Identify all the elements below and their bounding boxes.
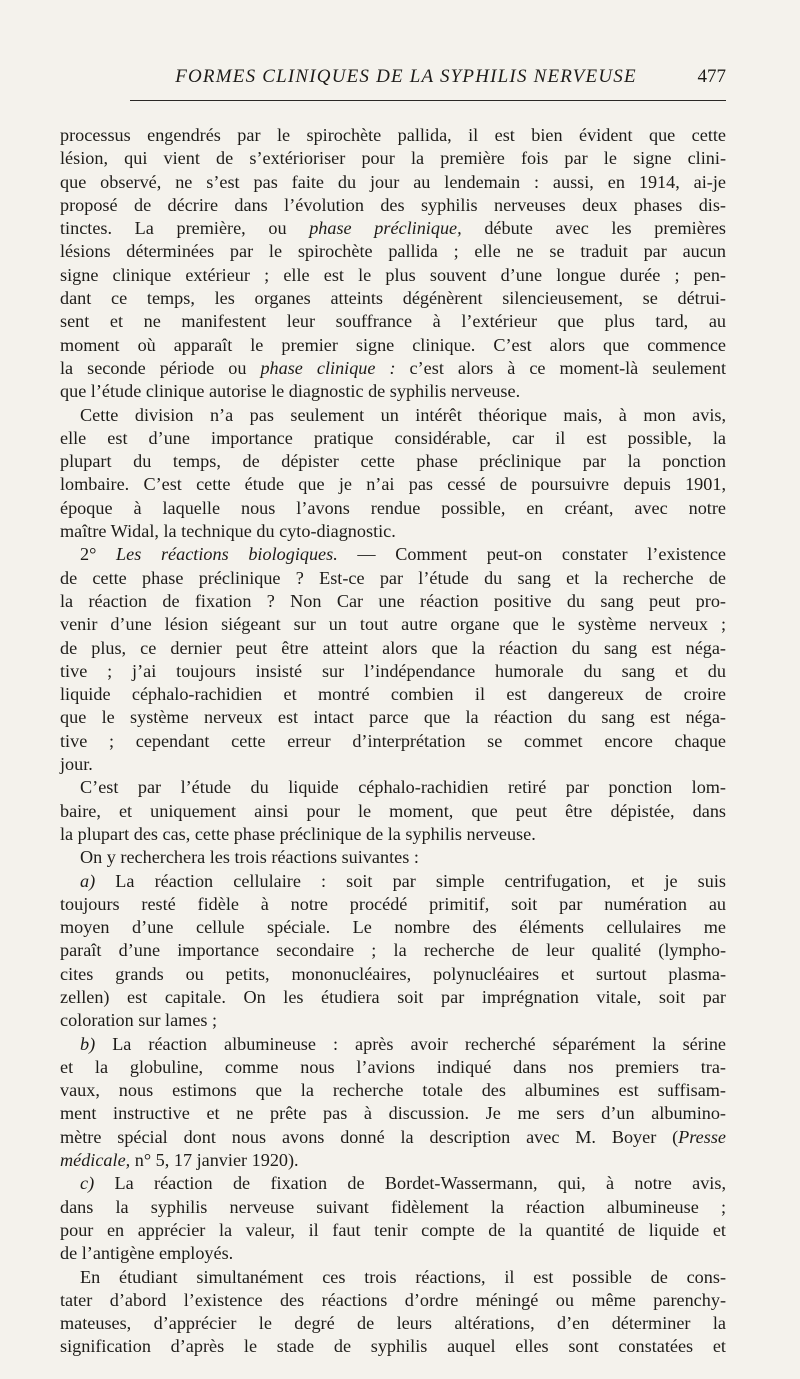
- text-span: La réaction cellulaire : soit par simple centrifugation, et je suis: [95, 870, 726, 891]
- text-line: époque à laquelle nous l’avons rendue possible, en créant, avec notre: [60, 497, 726, 518]
- text-line: paraît d’une importance secondaire ; la recherche de leur qualité (lympho-: [60, 940, 726, 961]
- text-line: maître Widal, la technique du cyto-diagnostic.: [60, 521, 396, 542]
- text-span: — Comment peut-on constater l’existence: [337, 544, 727, 565]
- text-line: tater d’abord l’existence des réactions d’ordre méningé ou même parenchy-: [60, 1289, 726, 1310]
- text-line: plupart du temps, de dépister cette phase préclinique par la ponction: [60, 451, 726, 472]
- text-line: cites grands ou petits, mononucléaires, polynucléaires et surtout plasma-: [60, 963, 726, 984]
- page-header: [130, 58, 726, 101]
- text-line: que l’étude clinique autorise le diagnostic de syphilis nerveuse.: [60, 381, 521, 402]
- text-line: tive ; j’ai toujours insisté sur l’indépendance humorale du sang et du: [60, 660, 726, 681]
- text-line: de l’antigène employés.: [60, 1243, 234, 1264]
- list-marker: a): [80, 870, 96, 891]
- text-line: [60, 1033, 726, 1056]
- text-line: C’est par l’étude du liquide céphalo-rachidien retiré par ponction lom-: [80, 777, 726, 798]
- list-marker: c): [80, 1173, 95, 1194]
- text-span: La réaction de fixation de Bordet-Wassermann, qui, à notre avis,: [94, 1173, 726, 1194]
- text-line: moment où apparaît le premier signe clinique. C’est alors que commence: [60, 334, 726, 355]
- text-line: de plus, ce dernier peut être atteint alors que la réaction du sang est néga-: [60, 637, 726, 658]
- text-line: [60, 870, 726, 893]
- text-line: lésion, qui vient de s’extérioriser pour la première fois par le signe clini-: [60, 148, 726, 169]
- italic-term: Presse: [678, 1126, 726, 1147]
- text-span: mètre spécial dont nous avons donné la description avec M. Boyer (: [60, 1126, 679, 1147]
- text-line: signification d’après le stade de syphilis auquel elles sont constatées et: [60, 1336, 726, 1357]
- text-line: la réaction de fixation ? Non Car une réaction positive du sang peut pro-: [60, 590, 726, 611]
- text-line: lombaire. C’est cette étude que je n’ai pas cessé de poursuivre depuis 1901,: [60, 474, 726, 495]
- text-line: [60, 357, 726, 380]
- italic-term: médicale,: [60, 1150, 131, 1171]
- running-title: FORMES CLINIQUES DE LA SYPHILIS NERVEUSE: [175, 66, 637, 87]
- text-line: On y recherchera les trois réactions suivantes :: [80, 847, 419, 868]
- text-line: mateuses, d’apprécier le degré de leurs altérations, d’en déterminer la: [60, 1313, 726, 1334]
- text-line: baire, et uniquement ainsi pour le moment, que peut être dépistée, dans: [60, 800, 726, 821]
- page-number: 477: [697, 66, 726, 87]
- text-line: jour.: [60, 754, 93, 775]
- text-line: [60, 543, 726, 566]
- section-heading: Les réactions biologiques.: [116, 544, 338, 565]
- text-line: processus engendrés par le spirochète pallida, il est bien évident que cette: [60, 125, 726, 145]
- text-line: zellen) est capitale. On les étudiera soit par imprégnation vitale, soit par: [60, 986, 726, 1007]
- text-line: liquide céphalo-rachidien et montré combien il est dangereux de croire: [60, 684, 726, 705]
- text-span: n° 5, 17 janvier 1920).: [130, 1150, 299, 1171]
- text-span: c’est alors à ce moment-là seulement: [395, 357, 726, 378]
- italic-term: phase préclinique,: [309, 218, 462, 239]
- text-line: toujours resté fidèle à notre procédé primitif, soit par numération au: [60, 893, 726, 914]
- text-line: [60, 1149, 726, 1172]
- text-line: coloration sur lames ;: [60, 1010, 218, 1031]
- text-line: [60, 1126, 726, 1149]
- list-marker: b): [80, 1033, 96, 1054]
- text-span: La réaction albumineuse : après avoir recherché séparément la sérine: [95, 1033, 726, 1054]
- text-line: venir d’une lésion siégeant sur un tout autre organe que le système nerveux ;: [60, 614, 726, 635]
- text-line: elle est d’une importance pratique considérable, car il est possible, la: [60, 427, 726, 448]
- text-line: [60, 1172, 726, 1195]
- text-line: dans la syphilis nerveuse suivant fidèlement la réaction albumineuse ;: [60, 1196, 726, 1217]
- text-line: ment instructive et ne prête pas à discussion. Je me sers d’un albumino-: [60, 1103, 726, 1124]
- text-line: vaux, nous estimons que la recherche totale des albumines est suffisam-: [60, 1080, 726, 1101]
- text-line: signe clinique extérieur ; elle est le plus souvent d’une longue durée ; pen-: [60, 264, 726, 285]
- text-line: tive ; cependant cette erreur d’interprétation se commet encore chaque: [60, 730, 726, 751]
- text-line: sent et ne manifestent leur souffrance à l’extérieur que plus tard, au: [60, 311, 726, 332]
- text-span: 2°: [80, 544, 117, 565]
- text-line: la plupart des cas, cette phase préclinique de la syphilis nerveuse.: [60, 823, 536, 844]
- italic-term: phase clinique :: [260, 357, 396, 378]
- text-line: proposé de décrire dans l’évolution des syphilis nerveuses deux phases dis-: [60, 194, 726, 215]
- text-span: tinctes. La première, ou: [60, 218, 310, 239]
- text-line: moyen d’une cellule spéciale. Le nombre des éléments cellulaires me: [60, 917, 726, 938]
- text-line: et la globuline, comme nous l’avions indiqué dans nos premiers tra-: [60, 1056, 726, 1077]
- text-line: que le système nerveux est intact parce que la réaction du sang est néga-: [60, 707, 726, 728]
- body-text: [60, 124, 726, 1359]
- text-span: débute avec les premières: [461, 218, 726, 239]
- text-line: lésions déterminées par le spirochète pallida ; elle ne se traduit par aucun: [60, 241, 726, 262]
- text-line: [60, 217, 726, 240]
- text-line: En étudiant simultanément ces trois réactions, il est possible de cons-: [80, 1266, 726, 1287]
- text-line: que observé, ne s’est pas faite du jour au lendemain : aussi, en 1914, ai-je: [60, 171, 726, 192]
- text-line: pour en apprécier la valeur, il faut tenir compte de la quantité de liquide et: [60, 1219, 726, 1240]
- text-line: de cette phase préclinique ? Est-ce par l’étude du sang et la recherche de: [60, 567, 726, 588]
- text-span: la seconde période ou: [60, 357, 261, 378]
- text-line: dant ce temps, les organes atteints dégénèrent silencieusement, se détrui-: [60, 288, 726, 309]
- text-line: Cette division n’a pas seulement un intérêt théorique mais, à mon avis,: [80, 404, 726, 425]
